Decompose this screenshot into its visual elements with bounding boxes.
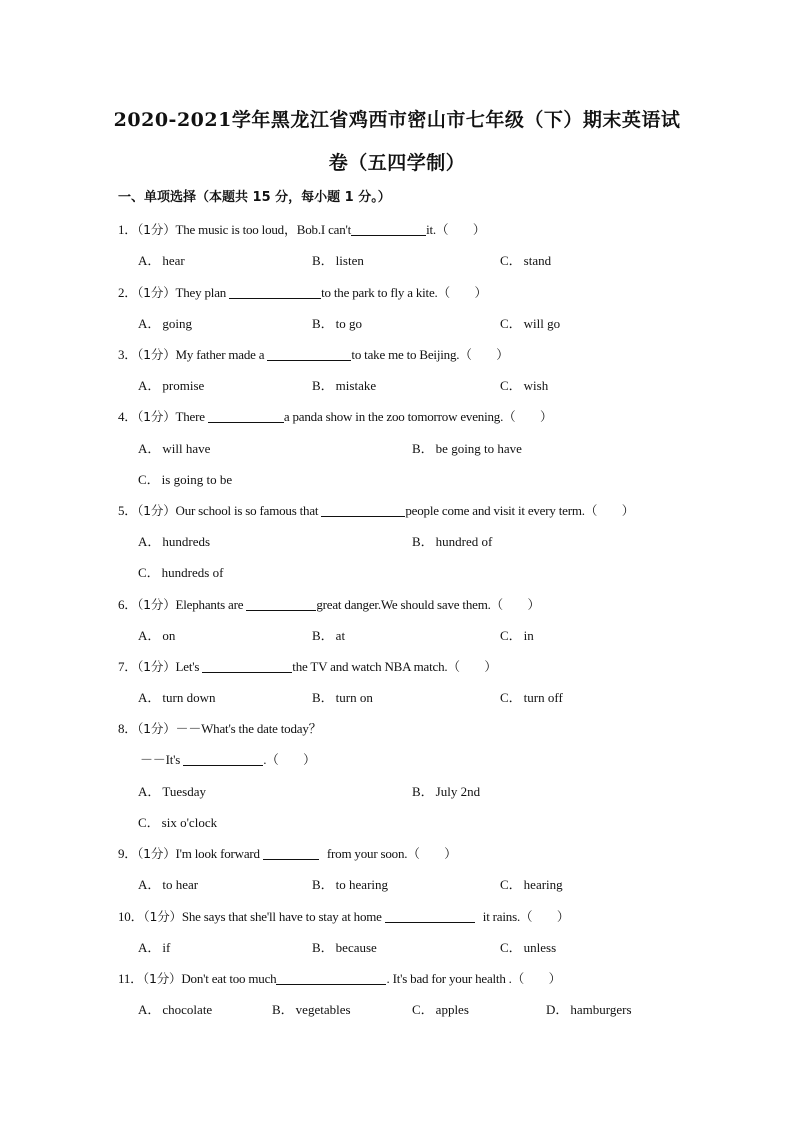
option-c[interactable]: [500, 874, 563, 893]
question-text-after: people come and visit it every term.: [405, 503, 585, 518]
question-5: [118, 500, 634, 519]
option-c[interactable]: [412, 999, 469, 1018]
option-text: stand: [523, 253, 552, 268]
question-1: [118, 219, 485, 238]
question-number: 9．: [118, 846, 138, 861]
answer-paren[interactable]: （ ）: [407, 846, 457, 861]
question-number: 2．: [118, 285, 138, 300]
option-a[interactable]: [138, 438, 210, 457]
question-score: （1分）: [143, 909, 182, 924]
question-text: There: [175, 409, 208, 424]
question-text: Elephants are: [175, 597, 247, 612]
reply-text: －－It's: [140, 752, 184, 767]
option-letter: C．: [500, 253, 522, 268]
question-score: （1分）: [142, 971, 182, 986]
answer-blank[interactable]: [351, 223, 426, 236]
question-6: [118, 594, 540, 613]
question-score: （1分）: [137, 222, 176, 237]
option-letter: A．: [138, 1002, 161, 1017]
question-score: （1分）: [137, 659, 176, 674]
option-a[interactable]: [138, 250, 185, 269]
option-text: listen: [335, 253, 364, 268]
option-letter: C．: [138, 472, 160, 487]
question-text: Don't eat too much: [181, 971, 277, 986]
answer-paren[interactable]: （ ）: [511, 971, 561, 986]
answer-blank[interactable]: [276, 972, 386, 985]
question-number: 7．: [118, 659, 138, 674]
answer-blank[interactable]: [229, 286, 321, 299]
option-letter: B．: [312, 253, 334, 268]
option-a[interactable]: [138, 625, 175, 644]
option-letter: A．: [138, 628, 161, 643]
question-9: [118, 843, 457, 862]
option-letter: C．: [500, 628, 522, 643]
option-c[interactable]: [138, 469, 232, 488]
question-score: （1分）: [137, 409, 176, 424]
option-letter: A．: [138, 784, 161, 799]
question-text-after: to take me to Beijing.: [351, 347, 460, 362]
option-b[interactable]: [312, 375, 376, 394]
answer-paren[interactable]: （ ）: [520, 909, 570, 924]
option-letter: B．: [312, 877, 334, 892]
option-b[interactable]: [312, 625, 345, 644]
option-letter: C．: [500, 378, 522, 393]
option-letter: A．: [138, 378, 161, 393]
answer-paren[interactable]: （ ）: [584, 503, 635, 518]
option-text: wish: [523, 378, 549, 393]
option-letter: D．: [546, 1002, 569, 1017]
answer-blank[interactable]: [267, 348, 351, 361]
option-letter: B．: [272, 1002, 294, 1017]
page-title-line-2: 卷（五四学制）: [328, 152, 466, 174]
option-text: turn down: [162, 690, 216, 705]
option-a[interactable]: [138, 999, 212, 1018]
option-letter: C．: [500, 940, 522, 955]
option-letter: B．: [412, 441, 434, 456]
question-number: 6．: [118, 597, 138, 612]
question-number: 8．: [118, 721, 138, 736]
option-letter: C．: [412, 1002, 434, 1017]
option-b[interactable]: [312, 313, 362, 332]
option-text: chocolate: [162, 1002, 213, 1017]
option-text: six o'clock: [161, 815, 218, 830]
question-7: [118, 656, 497, 675]
question-text-after: from your soon.: [326, 846, 408, 861]
question-number: 5．: [118, 503, 138, 518]
option-letter: A．: [138, 877, 161, 892]
question-text: Our school is so famous that: [175, 503, 322, 518]
option-c[interactable]: [500, 625, 534, 644]
option-text: promise: [162, 378, 205, 393]
question-4: [118, 406, 552, 425]
option-c[interactable]: [500, 313, 560, 332]
option-text: Tuesday: [162, 784, 206, 799]
option-letter: C．: [500, 877, 522, 892]
option-letter: B．: [312, 940, 334, 955]
answer-paren[interactable]: （ ）: [503, 409, 553, 424]
question-text-after: the TV and watch NBA match.: [292, 659, 448, 674]
question-text-after: . It's bad for your health .: [386, 971, 512, 986]
option-text: to go: [335, 316, 363, 331]
option-text: hundreds: [162, 534, 211, 549]
option-c[interactable]: [500, 937, 556, 956]
option-letter: A．: [138, 690, 161, 705]
option-a[interactable]: [138, 937, 170, 956]
question-number: 3．: [118, 347, 138, 362]
option-text: hear: [162, 253, 185, 268]
option-a[interactable]: [138, 531, 210, 550]
answer-blank[interactable]: [208, 410, 284, 423]
option-a[interactable]: [138, 313, 192, 332]
question-10: [118, 906, 569, 925]
option-letter: C．: [138, 815, 160, 830]
answer-paren[interactable]: （ ）: [459, 347, 509, 362]
question-score: （1分）: [137, 347, 176, 362]
option-text: mistake: [335, 378, 377, 393]
option-text: July 2nd: [435, 784, 481, 799]
option-text: is going to be: [161, 472, 233, 487]
option-text: vegetables: [295, 1002, 351, 1017]
answer-paren[interactable]: （ ）: [437, 285, 487, 300]
answer-paren[interactable]: （ ）: [447, 659, 497, 674]
option-text: on: [162, 628, 176, 643]
option-text: hundreds of: [161, 565, 224, 580]
option-text: if: [162, 940, 171, 955]
option-b[interactable]: [312, 687, 373, 706]
answer-blank[interactable]: [321, 504, 405, 517]
question-number: 11．: [118, 971, 143, 986]
option-d[interactable]: [546, 999, 632, 1018]
question-text: She says that she'll have to stay at home: [181, 909, 385, 924]
question-number: 1．: [118, 222, 138, 237]
option-letter: B．: [312, 690, 334, 705]
question-score: （1分）: [137, 721, 176, 736]
option-text: will go: [523, 316, 561, 331]
question-text-after: it.: [426, 222, 436, 237]
question-8: [118, 718, 321, 737]
option-text: will have: [162, 441, 211, 456]
option-letter: C．: [500, 690, 522, 705]
option-text: turn on: [335, 690, 373, 705]
option-text: in: [523, 628, 534, 643]
option-c[interactable]: [500, 375, 548, 394]
option-b[interactable]: [412, 531, 492, 550]
option-b[interactable]: [412, 781, 480, 800]
option-letter: A．: [138, 316, 161, 331]
option-letter: B．: [412, 784, 434, 799]
option-a[interactable]: [138, 687, 215, 706]
question-text-after: to the park to fly a kite.: [321, 285, 438, 300]
question-score: （1分）: [137, 597, 176, 612]
question-text: The music is too loud，Bob.I can't: [175, 222, 352, 237]
option-c[interactable]: [500, 250, 551, 269]
question-text: －－What's the date today？: [175, 721, 322, 736]
question-text: My father made a: [175, 347, 268, 362]
option-text: to hearing: [335, 877, 389, 892]
question-text: Let's: [175, 659, 203, 674]
option-text: turn off: [523, 690, 563, 705]
option-a[interactable]: [138, 874, 198, 893]
question-number: 4．: [118, 409, 138, 424]
answer-blank[interactable]: [183, 753, 263, 766]
option-text: because: [335, 940, 377, 955]
option-text: apples: [435, 1002, 469, 1017]
option-text: be going to have: [435, 441, 522, 456]
answer-paren[interactable]: （ ）: [490, 597, 540, 612]
question-text: They plan: [175, 285, 230, 300]
question-11: [118, 968, 561, 987]
option-a[interactable]: [138, 781, 206, 800]
option-b[interactable]: [412, 438, 522, 457]
option-letter: B．: [412, 534, 434, 549]
answer-paren[interactable]: （ ）: [435, 222, 486, 237]
option-c[interactable]: [500, 687, 563, 706]
option-a[interactable]: [138, 375, 204, 394]
option-letter: B．: [312, 316, 334, 331]
option-text: to hear: [162, 877, 199, 892]
answer-blank[interactable]: [263, 847, 319, 860]
answer-paren[interactable]: （ ）: [266, 752, 316, 767]
question-score: （1分）: [137, 285, 176, 300]
option-letter: C．: [500, 316, 522, 331]
question-number: 10．: [118, 909, 144, 924]
question-text-after: it rains.: [482, 909, 520, 924]
section-heading: 一、单项选择（本题共 15 分，每小题 1 分。）: [118, 190, 391, 205]
option-text: hearing: [523, 877, 563, 892]
question-text-after: a panda show in the zoo tomorrow evening.: [283, 409, 504, 424]
reply-text-after: .: [263, 752, 267, 767]
option-letter: B．: [312, 628, 334, 643]
question-8-reply: [140, 749, 315, 768]
option-text: hamburgers: [570, 1002, 632, 1017]
option-letter: C．: [138, 565, 160, 580]
option-text: going: [162, 316, 193, 331]
option-text: unless: [523, 940, 557, 955]
option-letter: A．: [138, 940, 161, 955]
option-c[interactable]: [138, 812, 217, 831]
page-title-line-1: 2020-2021学年黑龙江省鸡西市密山市七年级（下）期末英语试: [113, 109, 681, 131]
option-text: hundred of: [435, 534, 493, 549]
answer-blank[interactable]: [246, 598, 316, 611]
question-text: I'm look forward: [175, 846, 263, 861]
question-2: [118, 282, 487, 301]
question-3: [118, 344, 509, 363]
option-b[interactable]: [312, 874, 388, 893]
option-letter: A．: [138, 441, 161, 456]
option-c[interactable]: [138, 562, 223, 581]
option-text: at: [335, 628, 346, 643]
option-b[interactable]: [272, 999, 351, 1018]
question-text-after: great danger.We should save them.: [316, 597, 491, 612]
answer-blank[interactable]: [202, 660, 292, 673]
question-score: （1分）: [137, 503, 176, 518]
option-letter: A．: [138, 534, 161, 549]
option-letter: A．: [138, 253, 161, 268]
answer-blank[interactable]: [385, 910, 475, 923]
option-b[interactable]: [312, 937, 377, 956]
option-letter: B．: [312, 378, 334, 393]
question-score: （1分）: [137, 846, 176, 861]
option-b[interactable]: [312, 250, 364, 269]
